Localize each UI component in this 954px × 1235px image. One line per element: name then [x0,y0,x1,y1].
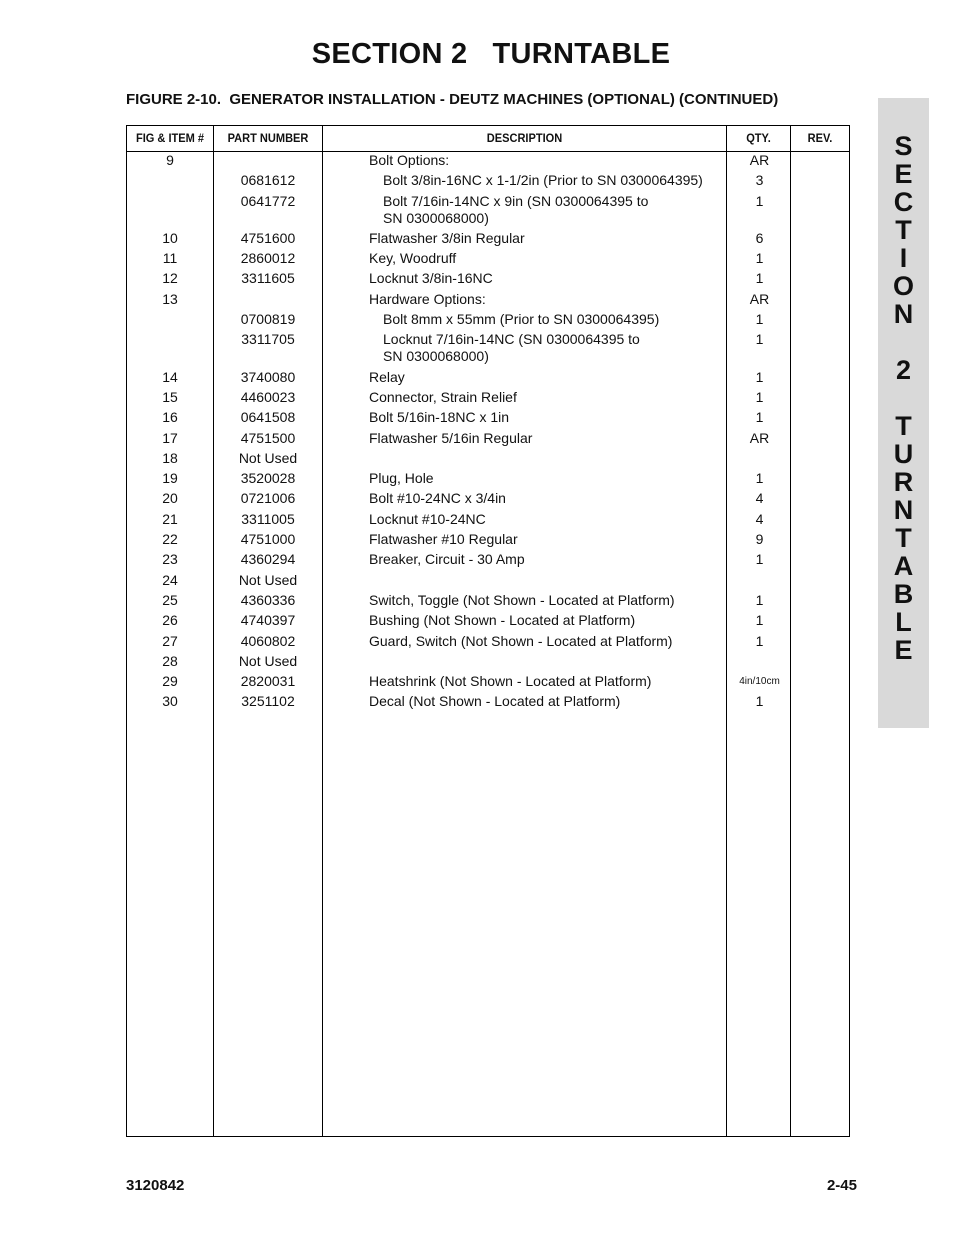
description-line: Connector, Strain Relief [369,388,517,405]
description [383,311,728,328]
side-tab-letter [878,328,929,356]
description [369,633,729,650]
part-number: 0681612 [240,172,296,189]
description-line: Bushing (Not Shown - Located at Platform) [369,612,636,629]
part-number: 2820031 [240,673,296,690]
quantity: 3 [755,172,764,189]
description [369,511,729,528]
figure-title: FIGURE 2-10. GENERATOR INSTALLATION - DEUTZ MACHINES (OPTIONAL) (CONTINUED) [126,91,779,108]
item-number: 20 [162,490,178,507]
description-line: SN 0300068000) [383,209,489,226]
quantity: 1 [755,311,764,328]
part-number: 3311705 [241,331,295,348]
column-header-description: DESCRIPTION [486,131,563,145]
description-line: SN 0300068000) [383,348,489,365]
description [383,331,728,365]
quantity: 1 [755,551,764,568]
table-body [127,152,849,714]
description [369,430,729,447]
column-header-qty: QTY. [746,131,771,145]
item-number: 30 [162,693,178,710]
part-number: 4360336 [240,591,296,608]
part-number: 4740397 [240,612,296,629]
part-number: Not Used [238,652,298,669]
table-row [127,511,849,531]
part-number: 0641508 [240,409,296,426]
table-row [127,230,849,250]
table-row [127,673,849,693]
part-number: 4751000 [240,531,296,548]
table-row [127,369,849,389]
description-line: Bolt Options: [369,152,450,168]
description [369,369,729,386]
description-line: Switch, Toggle (Not Shown - Located at Platform) [369,591,675,608]
quantity: 1 [755,591,764,608]
quantity: 6 [755,229,764,246]
item-number: 29 [162,673,178,690]
quantity: 1 [755,368,764,385]
part-number: 2860012 [240,250,296,267]
item-number: 17 [162,429,178,446]
parts-table [126,125,850,1137]
section-title: SECTION 2 TURNTABLE [311,38,671,70]
description-line: Plug, Hole [369,470,434,487]
side-tab-letter: B [893,579,914,609]
description [369,612,729,629]
description [369,592,729,609]
description [383,172,728,189]
item-number: 18 [162,449,178,466]
part-number: 3311605 [241,270,295,287]
quantity: AR [749,429,770,446]
column-header-item: FIG & ITEM # [135,131,205,145]
description-line: Breaker, Circuit - 30 Amp [369,551,525,568]
description [369,409,729,426]
quantity: 1 [755,388,764,405]
description-line: Bolt #10-24NC x 3/4in [369,490,506,507]
quantity: 1 [755,192,764,209]
quantity: 1 [755,250,764,267]
table-row [127,592,849,612]
item-number: 24 [162,571,178,588]
item-number: 10 [162,229,178,246]
side-tab-letter: I [899,243,908,273]
table-row [127,311,849,331]
item-number: 16 [162,409,178,426]
description [369,693,729,710]
part-number: 3520028 [240,470,296,487]
description-line: Hardware Options: [369,290,486,307]
description [369,490,729,507]
description [369,470,729,487]
description-line: Bolt 3/8in-16NC x 1-1/2in (Prior to SN 0300064395) [383,172,703,189]
item-number: 27 [162,632,178,649]
description-line: Locknut 7/16in-14NC (SN 0300064395 to [383,331,640,348]
side-tab-letter: E [894,159,913,189]
item-number: 13 [162,290,178,307]
part-number: Not Used [238,449,298,466]
description-line: Guard, Switch (Not Shown - Located at Platform) [369,632,673,649]
table-row [127,270,849,290]
side-tab-letters [878,132,929,664]
description-line: Bolt 7/16in-14NC x 9in (SN 0300064395 to [383,192,649,209]
description-line: Flatwasher 3/8in Regular [369,229,525,246]
table-row [127,193,849,230]
table-row [127,531,849,551]
quantity: 4 [755,510,764,527]
side-tab-letter: A [893,551,914,581]
table-row [127,152,849,172]
table-row [127,331,849,368]
part-number: 4060802 [240,632,296,649]
description-line: Flatwasher 5/16in Regular [369,429,533,446]
quantity: 1 [755,612,764,629]
item-number: 23 [162,551,178,568]
quantity: 4 [755,490,764,507]
quantity: 1 [755,409,764,426]
table-row [127,612,849,632]
side-tab-letter: R [893,467,914,497]
page-number: 2-45 [826,1177,857,1194]
side-tab-letter: N [893,299,914,329]
item-number: 21 [162,510,178,527]
quantity: 1 [755,331,764,348]
table-row [127,470,849,490]
document-number: 3120842 [126,1177,185,1194]
quantity: 1 [755,270,764,287]
item-number: 15 [162,388,178,405]
side-tab-letter: L [895,607,912,637]
side-tab-letter: S [894,131,913,161]
item-number: 12 [162,270,178,287]
item-number: 25 [162,591,178,608]
part-number: 4751500 [240,429,296,446]
table-row [127,430,849,450]
table-row [127,551,849,571]
item-number: 26 [162,612,178,629]
description [369,389,729,406]
quantity: AR [749,152,770,168]
section-side-tab [878,98,929,728]
description-line: Bolt 8mm x 55mm (Prior to SN 0300064395) [383,311,660,328]
description-line: Bolt 5/16in-18NC x 1in [369,409,510,426]
item-number: 9 [166,152,174,168]
part-number: 3311005 [241,510,295,527]
table-row [127,490,849,510]
description-line: Flatwasher #10 Regular [369,531,518,548]
description [369,250,729,267]
description [383,193,728,227]
description [369,673,729,690]
side-tab-letter: T [895,411,912,441]
part-number: 3740080 [240,368,296,385]
side-tab-letter: T [895,215,912,245]
side-tab-letter: U [893,439,914,469]
item-number: 19 [162,470,178,487]
side-tab-letter: T [895,523,912,553]
table-row [127,250,849,270]
side-tab-letter [878,384,929,412]
part-number: 3251102 [241,693,295,710]
part-number: 0721006 [240,490,296,507]
description [369,230,729,247]
table-row [127,172,849,192]
table-row [127,291,849,311]
description-line: Decal (Not Shown - Located at Platform) [369,693,621,710]
item-number: 22 [162,531,178,548]
side-tab-letter: O [892,271,914,301]
description [369,291,729,308]
table-row [127,389,849,409]
side-tab-letter: E [894,635,913,665]
description [369,551,729,568]
item-number: 14 [162,368,178,385]
description [369,152,729,169]
quantity: 9 [755,531,764,548]
table-row [127,693,849,713]
table-row [127,450,849,470]
description-line: Locknut #10-24NC [369,510,486,527]
description-line: Relay [369,368,405,385]
table-row [127,409,849,429]
column-header-rev: REV. [807,131,833,145]
quantity: 1 [755,632,764,649]
quantity: AR [749,290,770,307]
description-line: Heatshrink (Not Shown - Located at Platform) [369,673,652,690]
column-header-part-number: PART NUMBER [227,131,309,145]
description [369,270,729,287]
table-row [127,633,849,653]
quantity: 1 [755,470,764,487]
item-number: 28 [162,652,178,669]
side-tab-letter: 2 [895,355,912,385]
item-number: 11 [162,250,178,267]
table-row [127,572,849,592]
side-tab-letter: N [893,495,914,525]
part-number: 4751600 [240,229,296,246]
part-number: 4360294 [240,551,296,568]
part-number: 4460023 [240,388,296,405]
part-number: 0700819 [240,311,296,328]
side-tab-letter: C [893,187,914,217]
quantity: 4in/10cm [739,676,780,688]
description-line: Key, Woodruff [369,250,457,267]
description-line: Locknut 3/8in-16NC [369,270,493,287]
description [369,531,729,548]
table-row [127,653,849,673]
part-number: Not Used [238,571,298,588]
part-number: 0641772 [240,192,296,209]
quantity: 1 [755,693,764,710]
